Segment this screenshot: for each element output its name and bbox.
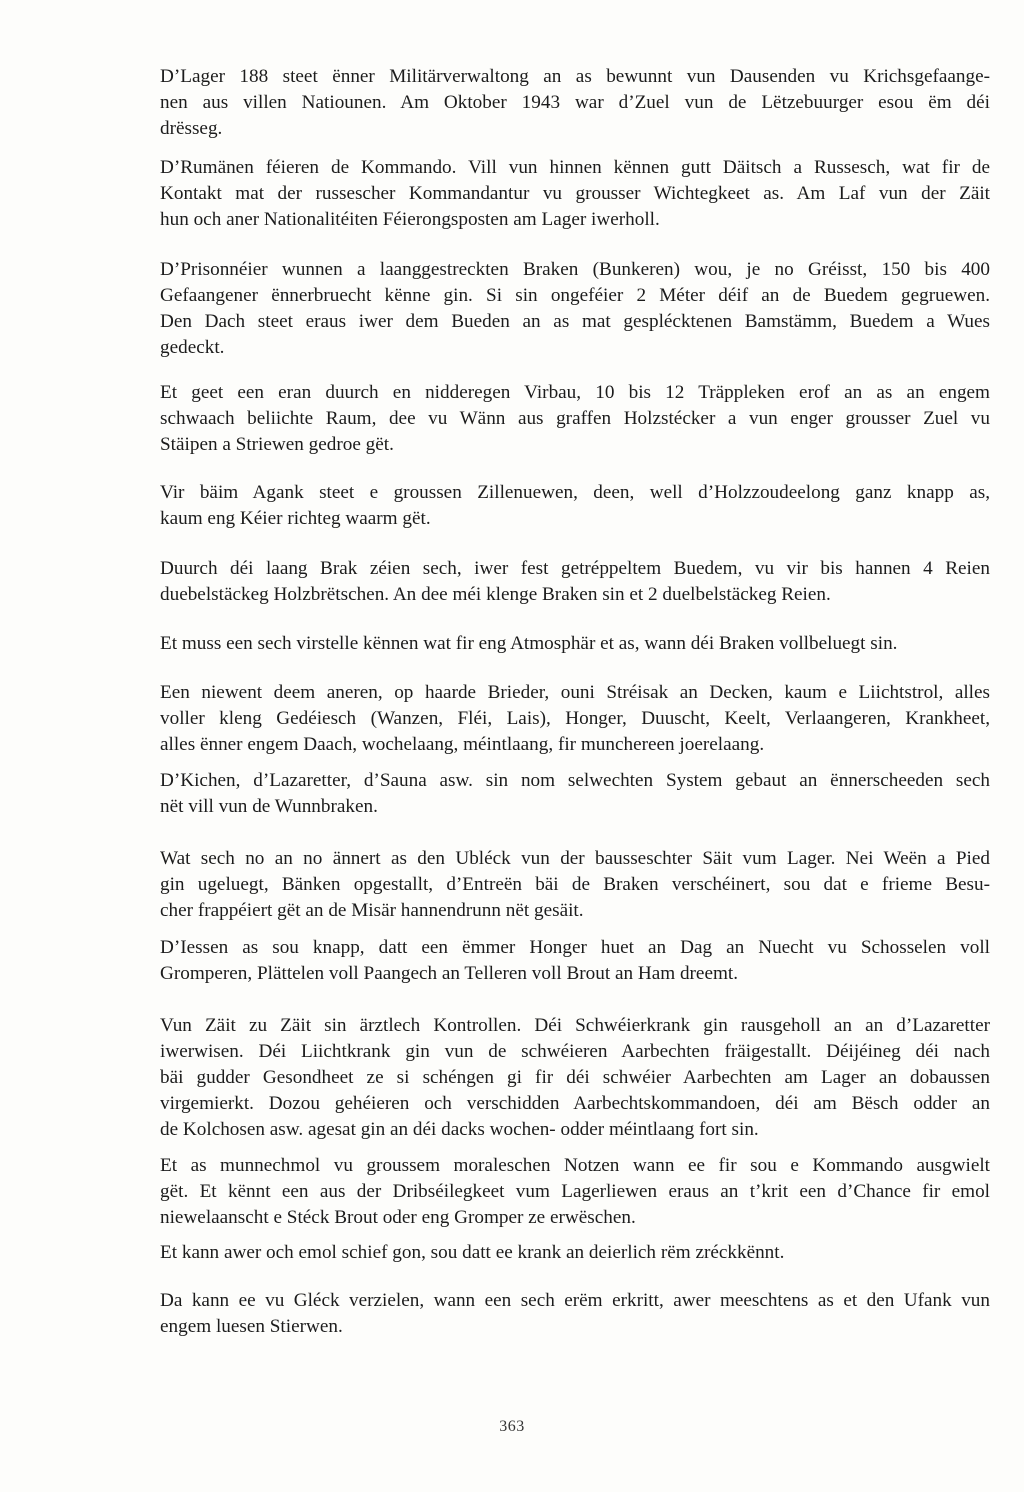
text-line: Vir bäim Agank steet e groussen Zillenuewen, deen, well d’Holzzoudeelong ganz knapp as, bbox=[160, 482, 990, 503]
text-line: nët vill vun de Wunnbraken. bbox=[160, 796, 378, 817]
text-line: Da kann ee vu Gléck verzielen, wann een sech erëm erkritt, awer meeschtens as et den Ufank vun bbox=[160, 1290, 990, 1311]
text-line: Den Dach steet eraus iwer dem Bueden an as mat gesplécktenen Bamstämm, Buedem a Wues bbox=[160, 311, 990, 332]
text-line: D’Iessen as sou knapp, datt een ëmmer Honger huet an Dag an Nuecht vu Schosselen voll bbox=[160, 937, 990, 958]
text-line: D’Kichen, d’Lazaretter, d’Sauna asw. sin nom selwechten System gebaut an ënnerscheeden sech bbox=[160, 770, 990, 791]
text-line: schwaach beliichte Raum, dee vu Wänn aus graffen Holzstécker a vun enger grousser Zuel vu bbox=[160, 408, 990, 429]
text-line: D’Prisonnéier wunnen a laanggestreckten Braken (Bunkeren) wou, je no Gréisst, 150 bis 400 bbox=[160, 259, 990, 280]
text-line: D’Rumänen féieren de Kommando. Vill vun hinnen kënnen gutt Däitsch a Russesch, wat fir de bbox=[160, 157, 990, 178]
paragraph-ubleck bbox=[160, 846, 990, 924]
text-line: engem luesen Stierwen. bbox=[160, 1316, 343, 1337]
paragraph-rumaenen bbox=[160, 155, 990, 233]
text-line: Wat sech no an no ännert as den Ubléck vun der bausseschter Säit vum Lager. Nei Weën a Pied bbox=[160, 848, 990, 869]
paragraph-brieder bbox=[160, 680, 990, 758]
paragraph-iessen bbox=[160, 935, 990, 987]
text-line: duebelstäckeg Holzbrëtschen. An dee méi klenge Braken sin et 2 duelbelstäckeg Reien. bbox=[160, 584, 831, 605]
text-line: nen aus villen Natiounen. Am Oktober 1943 war d’Zuel vun de Lëtzebuurger esou ëm déi bbox=[160, 92, 990, 113]
paragraph-kichen bbox=[160, 768, 990, 820]
paragraph-stierwen bbox=[160, 1288, 990, 1340]
text-line: Kontakt mat der russescher Kommandantur vu grousser Wichtegkeet as. Am Laf vun der Zäit bbox=[160, 183, 990, 204]
paragraph-zillenuewen bbox=[160, 480, 990, 532]
text-line: niewelaanscht e Stéck Brout oder eng Gromper ze erwëschen. bbox=[160, 1207, 636, 1228]
text-line: gin ugeluegt, Bänken opgestallt, d’Entreën bäi de Braken verschéinert, sou dat e frieme Besu- bbox=[160, 874, 990, 895]
text-line: gedeckt. bbox=[160, 337, 225, 358]
text-line: Et kann awer och emol schief gon, sou datt ee krank an deierlich rëm zréckkënnt. bbox=[160, 1242, 785, 1263]
text-line: Stäipen a Striewen gedroe gët. bbox=[160, 434, 394, 455]
paragraph-kommando bbox=[160, 1153, 990, 1231]
page-number: 363 bbox=[499, 1418, 525, 1435]
text-line: D’Lager 188 steet ënner Militärverwaltong an as bewunnt vun Dausenden vu Krichsgefaange- bbox=[160, 66, 990, 87]
text-line: virgemierkt. Dozou gehéieren och verschidden Aarbechtskommandoen, déi am Bësch odder an bbox=[160, 1093, 990, 1114]
text-line: Een niewent deem aneren, op haarde Brieder, ouni Stréisak an Decken, kaum e Liichtstrol, alles bbox=[160, 682, 990, 703]
text-line: Et as munnechmol vu groussem moraleschen Notzen wann ee fir sou e Kommando ausgwielt bbox=[160, 1155, 990, 1176]
text-line: drësseg. bbox=[160, 118, 223, 139]
paragraph-virbau bbox=[160, 380, 990, 458]
text-line: alles ënner engem Daach, wochelaang, méintlaang, fir munchereen joerelaang. bbox=[160, 734, 765, 755]
text-line: bäi gudder Gesondheet ze si schéngen gi fir déi schwéier Aarbechten am Lager an dobaussen bbox=[160, 1067, 990, 1088]
paragraph-brak bbox=[160, 556, 990, 608]
text-line: iwerwisen. Déi Liichtkrank gin vun de schwéieren Aarbechten fräigestallt. Déijéineg déi nach bbox=[160, 1041, 990, 1062]
text-line: kaum eng Kéier richteg waarm gët. bbox=[160, 508, 431, 529]
paragraph-lager-188 bbox=[160, 64, 990, 142]
paragraph-prisonneier bbox=[160, 257, 990, 361]
text-line: Gromperen, Plättelen voll Paangech an Telleren voll Brout an Ham dreemt. bbox=[160, 963, 739, 984]
text-line: Et muss een sech virstelle kënnen wat fir eng Atmosphär et as, wann déi Braken vollbeluegt sin. bbox=[160, 633, 898, 654]
text-line: Duurch déi laang Brak zéien sech, iwer fest getréppeltem Buedem, vu vir bis hannen 4 Reien bbox=[160, 558, 990, 579]
text-line: Gefaangener ënnerbruecht kënne gin. Si sin ongeféier 2 Méter déif an de Buedem gegruewen. bbox=[160, 285, 990, 306]
text-line: Et geet een eran duurch en nidderegen Virbau, 10 bis 12 Träppleken erof an as an engem bbox=[160, 382, 990, 403]
paragraph-atmosphaer bbox=[160, 631, 990, 657]
text-line: cher frappéiert gët an de Misär hannendrunn nët gesäit. bbox=[160, 900, 584, 921]
text-line: Vun Zäit zu Zäit sin ärztlech Kontrollen. Déi Schwéierkrank gin rausgeholl an an d’Lazaretter bbox=[160, 1015, 990, 1036]
text-line: hun och aner Nationalitéiten Féierongsposten am Lager iwerholl. bbox=[160, 209, 660, 230]
paragraph-schief bbox=[160, 1240, 990, 1266]
text-line: voller kleng Gedéiesch (Wanzen, Fléi, Lais), Honger, Duuscht, Keelt, Verlaangeren, Krankheet, bbox=[160, 708, 990, 729]
text-line: de Kolchosen asw. agesat gin an déi dacks wochen- odder méintlaang fort sin. bbox=[160, 1119, 759, 1140]
text-line: gët. Et kënnt een aus der Dribséilegkeet vum Lagerliewen eraus an t’krit een d’Chance fir emol bbox=[160, 1181, 990, 1202]
paragraph-kontrollen bbox=[160, 1013, 990, 1143]
